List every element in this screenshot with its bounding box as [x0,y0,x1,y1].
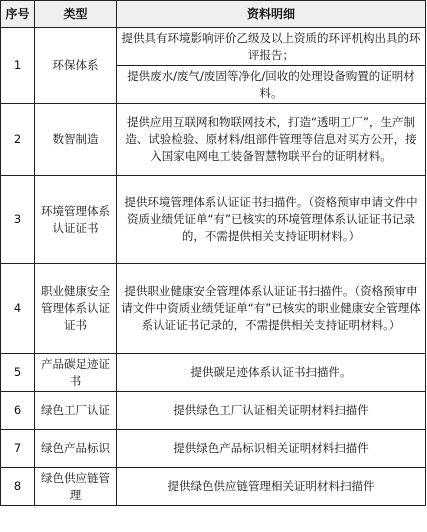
table-row [1,28,426,66]
row-no: 3 [1,176,35,264]
header-type: 类型 [35,1,117,28]
row-type: 职业健康安全管理体系认证证书 [35,264,117,354]
row-type: 环保体系 [35,28,117,104]
row-type: 数智制造 [35,104,117,176]
row-type: 绿色产品标识 [35,430,117,468]
header-detail: 资料明细 [117,1,426,28]
table-row [1,468,426,506]
row-detail: 提供具有环境影响评价乙级及以上资质的环评机构出具的环评报告； [117,28,426,66]
row-detail: 提供职业健康安全管理体系认证证书扫描件。（资格预审申请文件中资质业绩凭证单“有”已核实的职业健康安全管理体系认证证书记录的，不需提供相关支持证明材料。） [117,264,426,354]
row-no: 6 [1,392,35,430]
table-row [1,392,426,430]
row-type: 环境管理体系认证证书 [35,176,117,264]
row-detail: 提供绿色产品标识相关证明材料扫描件 [117,430,426,468]
row-no: 5 [1,354,35,392]
row-detail: 提供绿色供应链管理相关证明材料扫描件 [117,468,426,506]
row-no: 2 [1,104,35,176]
table-row [1,176,426,264]
row-detail: 提供应用互联网和物联网技术，打造“透明工厂”，生产制造、试验检验、原材料/组部件管理等信息对买方公开，接入国家电网电工装备智慧物联平台的证明材料。 [117,104,426,176]
header-no: 序号 [1,1,35,28]
table-header-row [1,1,426,28]
row-type: 产品碳足迹证书 [35,354,117,392]
table-row [1,354,426,392]
row-detail: 提供碳足迹体系认证书扫描件。 [117,354,426,392]
row-no: 1 [1,28,35,104]
table-row [1,104,426,176]
table-row [1,430,426,468]
row-no: 8 [1,468,35,506]
row-type: 绿色工厂认证 [35,392,117,430]
row-no: 4 [1,264,35,354]
row-detail: 提供环境管理体系认证证书扫描件。（资格预审申请文件中资质业绩凭证单“有”已核实的环境管理体系认证证书记录的，不需提供相关支持证明材料。） [117,176,426,264]
row-no: 7 [1,430,35,468]
table-row [1,264,426,354]
row-type: 绿色供应链管理 [35,468,117,506]
row-detail: 提供废水/废气/废固等净化/回收的处理设备购置的证明材料。 [117,66,426,104]
row-detail: 提供绿色工厂认证相关证明材料扫描件 [117,392,426,430]
